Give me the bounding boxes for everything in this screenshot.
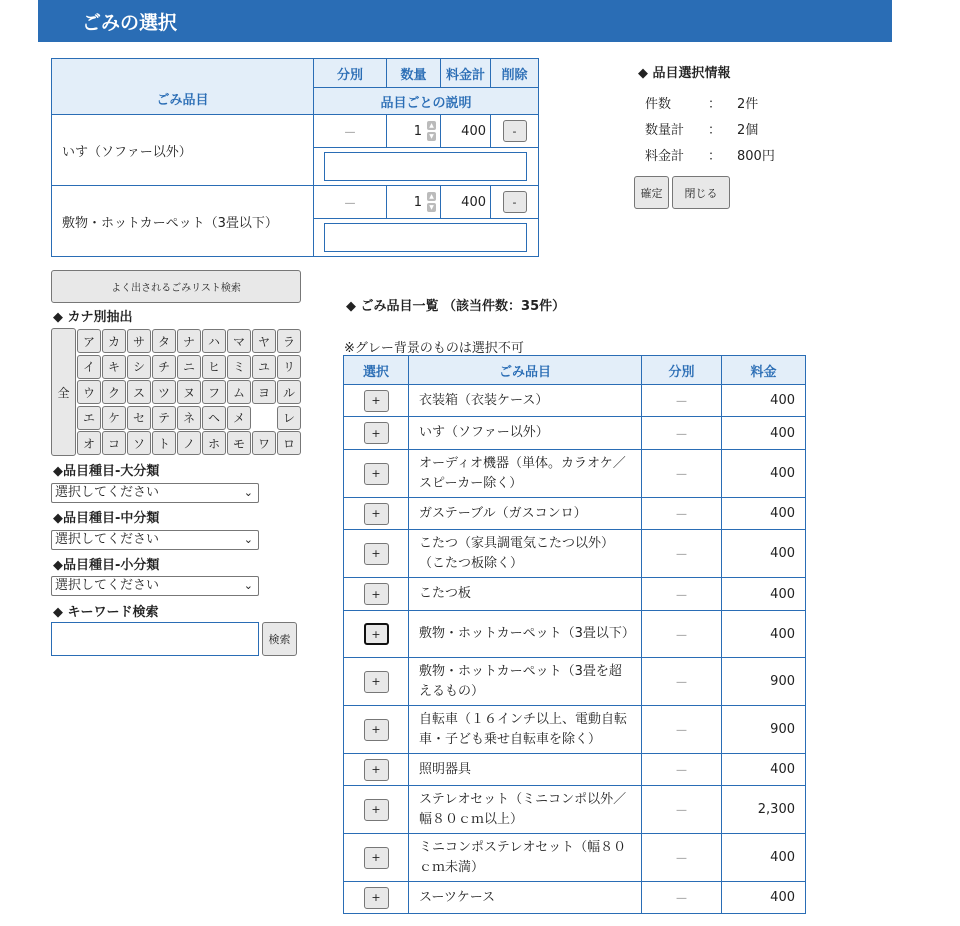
item-name: ステレオセット（ミニコンポ以外／幅８０ｃｍ以上）: [409, 786, 642, 834]
item-fee: 900: [722, 658, 806, 706]
col-bunrui-header: 分別: [642, 356, 722, 385]
table-row: [344, 611, 806, 658]
kana-key[interactable]: マ: [227, 329, 251, 353]
kana-key[interactable]: ヘ: [202, 406, 226, 430]
kana-key[interactable]: ア: [77, 329, 101, 353]
table-row: [344, 450, 806, 498]
search-button[interactable]: 検索: [262, 622, 297, 656]
keyword-input[interactable]: [51, 622, 259, 656]
table-row: [344, 417, 806, 450]
item-name: 敷物・ホットカーペット（3畳以下）: [409, 611, 642, 658]
kana-key[interactable]: イ: [77, 355, 101, 379]
summary-colon: ：: [708, 96, 722, 112]
item-fee: 400: [722, 385, 806, 417]
selected-item-name: 敷物・ホットカーペット（3畳以下）: [52, 186, 314, 257]
summary-key: 件数: [645, 96, 672, 112]
close-button[interactable]: 閉じる: [672, 176, 730, 209]
item-bunrui: －: [642, 786, 722, 834]
description-input[interactable]: [324, 152, 527, 181]
kana-key[interactable]: キ: [102, 355, 126, 379]
item-name: ミニコンポステレオセット（幅８０ｃｍ未満）: [409, 834, 642, 882]
col-select-header: 選択: [344, 356, 409, 385]
item-fee: 400: [722, 417, 806, 450]
table-row: [344, 658, 806, 706]
major-category-title: ◆品目種目-大分類: [53, 464, 160, 479]
kana-filter-title: ◆ カナ別抽出: [53, 310, 133, 325]
kana-key[interactable]: ナ: [177, 329, 201, 353]
kana-key[interactable]: ユ: [252, 355, 276, 379]
kana-key[interactable]: ワ: [252, 431, 276, 455]
confirm-button[interactable]: 確定: [634, 176, 669, 209]
item-bunrui: －: [642, 530, 722, 578]
item-list-note: ※グレー背景のものは選択不可: [344, 341, 524, 356]
kana-key[interactable]: レ: [277, 406, 301, 430]
kana-key[interactable]: ヨ: [252, 380, 276, 404]
quantity-value: 1: [413, 123, 422, 139]
quantity-stepper[interactable]: [387, 186, 441, 219]
selected-row: [52, 115, 539, 148]
kana-key[interactable]: オ: [77, 431, 101, 455]
item-name: いす（ソファー以外）: [409, 417, 642, 450]
selected-row: [52, 186, 539, 219]
item-name: 照明器具: [409, 754, 642, 786]
minor-category-select[interactable]: [51, 576, 259, 596]
summary-value: 2個: [737, 122, 759, 138]
col-bunrui-header: 分別: [314, 59, 387, 88]
selected-items-table: [51, 58, 539, 257]
kana-key[interactable]: ホ: [202, 431, 226, 455]
item-name: こたつ板: [409, 578, 642, 611]
spin-down-icon[interactable]: ▼: [427, 203, 436, 212]
keyword-search-title: ◆ キーワード検索: [53, 605, 159, 620]
kana-key[interactable]: タ: [152, 329, 176, 353]
kana-key[interactable]: ソ: [127, 431, 151, 455]
kana-key[interactable]: ト: [152, 431, 176, 455]
item-bunrui: －: [642, 706, 722, 754]
table-row: [344, 498, 806, 530]
item-fee: 2,300: [722, 786, 806, 834]
select-value: 選択してください: [55, 578, 160, 593]
col-desc-header: 品目ごとの説明: [314, 88, 539, 115]
minor-category-title: ◆品目種目-小分類: [53, 558, 160, 573]
select-value: 選択してください: [55, 532, 160, 547]
summary-row-fee: [638, 141, 838, 167]
item-bunrui: －: [642, 611, 722, 658]
item-list-table: [343, 355, 806, 914]
page-header: [38, 0, 892, 42]
item-bunrui: －: [642, 578, 722, 611]
summary-key: 数量計: [645, 122, 685, 138]
spin-up-icon[interactable]: ▲: [427, 192, 436, 201]
kana-key[interactable]: ク: [102, 380, 126, 404]
col-qty-header: 数量: [387, 59, 441, 88]
kana-key[interactable]: モ: [227, 431, 251, 455]
kana-key[interactable]: ノ: [177, 431, 201, 455]
middle-category-title: ◆品目種目-中分類: [53, 511, 160, 526]
kana-all-button[interactable]: 全: [51, 328, 76, 456]
add-item-button[interactable]: +: [364, 887, 389, 909]
kana-key[interactable]: ヌ: [177, 380, 201, 404]
summary-row-count: [638, 89, 838, 115]
summary-title: ◆ 品目選択情報: [638, 66, 731, 81]
kana-key[interactable]: リ: [277, 355, 301, 379]
kana-key[interactable]: テ: [152, 406, 176, 430]
item-bunrui: －: [642, 658, 722, 706]
kana-key[interactable]: シ: [127, 355, 151, 379]
spin-up-icon[interactable]: ▲: [427, 121, 436, 130]
item-fee: 400: [722, 530, 806, 578]
kana-key[interactable]: ロ: [277, 431, 301, 455]
item-bunrui: －: [642, 882, 722, 914]
item-fee: 400: [722, 578, 806, 611]
item-name: こたつ（家具調電気こたつ以外）（こたつ板除く）: [409, 530, 642, 578]
kana-key[interactable]: ウ: [77, 380, 101, 404]
table-row: [344, 754, 806, 786]
selection-summary: [638, 62, 838, 167]
item-fee: 400: [722, 611, 806, 658]
table-row: [344, 530, 806, 578]
page-title: ごみの選択: [82, 12, 178, 34]
col-item-header: ごみ品目: [52, 59, 314, 115]
select-value: 選択してください: [55, 485, 160, 500]
add-item-button[interactable]: +: [364, 799, 389, 821]
item-fee: 400: [722, 754, 806, 786]
kana-key[interactable]: ケ: [102, 406, 126, 430]
summary-colon: ：: [708, 148, 722, 164]
add-item-button[interactable]: +: [364, 543, 389, 565]
table-row: [344, 786, 806, 834]
add-item-button[interactable]: +: [364, 719, 389, 741]
col-fee-header: 料金計: [441, 59, 491, 88]
summary-value: 800円: [737, 148, 775, 164]
add-item-button[interactable]: +: [364, 847, 389, 869]
selected-item-fee: 400: [441, 115, 491, 148]
kana-key[interactable]: セ: [127, 406, 151, 430]
item-list-title: ◆ ごみ品目一覧 （該当件数：35件）: [346, 299, 566, 314]
item-fee: 400: [722, 882, 806, 914]
add-item-button[interactable]: +: [364, 390, 389, 412]
delete-button[interactable]: -: [503, 120, 527, 142]
item-name: ガステーブル（ガスコンロ）: [409, 498, 642, 530]
frequent-list-search-button[interactable]: よく出されるごみリスト検索: [51, 270, 301, 303]
major-category-select[interactable]: [51, 483, 259, 503]
add-item-button[interactable]: +: [364, 583, 389, 605]
kana-key[interactable]: ネ: [177, 406, 201, 430]
item-bunrui: －: [642, 498, 722, 530]
kana-key[interactable]: コ: [102, 431, 126, 455]
item-bunrui: －: [642, 834, 722, 882]
kana-key[interactable]: メ: [227, 406, 251, 430]
col-fee-header: 料金: [722, 356, 806, 385]
kana-key[interactable]: ム: [227, 380, 251, 404]
summary-key: 料金計: [645, 148, 685, 164]
item-name: オーディオ機器（単体。カラオケ／スピーカー除く）: [409, 450, 642, 498]
description-input[interactable]: [324, 223, 527, 252]
selected-item-bunrui: －: [314, 115, 387, 148]
add-item-button[interactable]: +: [364, 503, 389, 525]
item-bunrui: －: [642, 417, 722, 450]
table-row: [344, 385, 806, 417]
table-row: [344, 706, 806, 754]
spin-down-icon[interactable]: ▼: [427, 132, 436, 141]
chevron-down-icon: ⌄: [243, 533, 253, 546]
col-item-header: ごみ品目: [409, 356, 642, 385]
kana-key[interactable]: チ: [152, 355, 176, 379]
selected-item-bunrui: －: [314, 186, 387, 219]
kana-key[interactable]: ミ: [227, 355, 251, 379]
kana-key[interactable]: ヤ: [252, 329, 276, 353]
item-bunrui: －: [642, 754, 722, 786]
add-item-button[interactable]: +: [364, 671, 389, 693]
item-fee: 400: [722, 450, 806, 498]
summary-value: 2件: [737, 96, 759, 112]
selected-item-fee: 400: [441, 186, 491, 219]
kana-key[interactable]: フ: [202, 380, 226, 404]
item-name: 敷物・ホットカーペット（3畳を超えるもの）: [409, 658, 642, 706]
selected-item-name: いす（ソファー以外）: [52, 115, 314, 186]
summary-colon: ：: [708, 122, 722, 138]
kana-key[interactable]: サ: [127, 329, 151, 353]
kana-key[interactable]: ル: [277, 380, 301, 404]
item-name: 衣装箱（衣装ケース）: [409, 385, 642, 417]
add-item-button[interactable]: +: [364, 422, 389, 444]
quantity-value: 1: [413, 194, 422, 210]
item-fee: 400: [722, 498, 806, 530]
item-fee: 900: [722, 706, 806, 754]
add-item-button[interactable]: +: [364, 463, 389, 485]
middle-category-select[interactable]: [51, 530, 259, 550]
col-del-header: 削除: [491, 59, 539, 88]
item-name: 自転車（１６インチ以上、電動自転車・子ども乗せ自転車を除く）: [409, 706, 642, 754]
summary-row-qty: [638, 115, 838, 141]
chevron-down-icon: ⌄: [243, 579, 253, 592]
kana-key[interactable]: ラ: [277, 329, 301, 353]
chevron-down-icon: ⌄: [243, 486, 253, 499]
kana-key[interactable]: カ: [102, 329, 126, 353]
kana-key[interactable]: ヒ: [202, 355, 226, 379]
table-row: [344, 834, 806, 882]
kana-key[interactable]: エ: [77, 406, 101, 430]
kana-key[interactable]: ス: [127, 380, 151, 404]
delete-button[interactable]: -: [503, 191, 527, 213]
add-item-button[interactable]: +: [364, 623, 389, 645]
kana-key[interactable]: ニ: [177, 355, 201, 379]
add-item-button[interactable]: +: [364, 759, 389, 781]
item-fee: 400: [722, 834, 806, 882]
item-bunrui: －: [642, 450, 722, 498]
kana-key[interactable]: ツ: [152, 380, 176, 404]
kana-key[interactable]: ハ: [202, 329, 226, 353]
item-name: スーツケース: [409, 882, 642, 914]
table-row: [344, 578, 806, 611]
table-row: [344, 882, 806, 914]
item-bunrui: －: [642, 385, 722, 417]
quantity-stepper[interactable]: [387, 115, 441, 148]
